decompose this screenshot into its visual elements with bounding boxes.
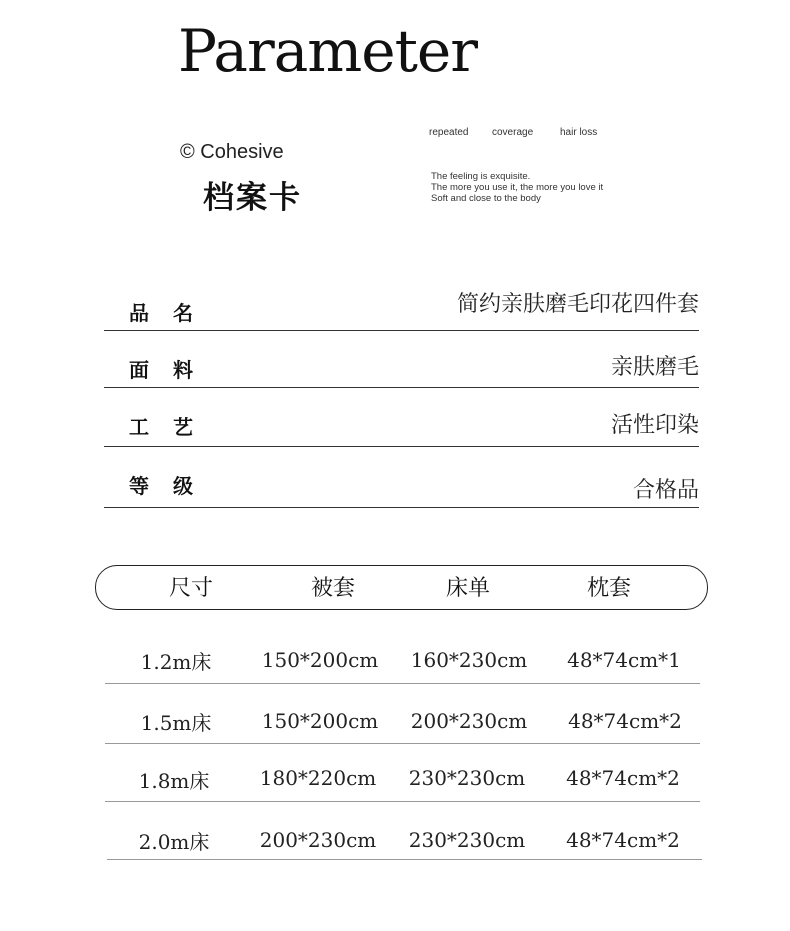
tag-hair-loss: hair loss xyxy=(560,127,598,138)
tag-coverage: coverage xyxy=(492,127,534,138)
tag-repeated: repeated xyxy=(429,127,469,138)
size-cell: 2.0m床 xyxy=(138,830,210,854)
size-cell: 230*230cm xyxy=(408,828,526,852)
brand-name: © Cohesive xyxy=(180,141,284,163)
table-row-divider xyxy=(107,858,702,860)
slogan-line: The feeling is exquisite. xyxy=(431,171,531,182)
size-cell: 1.2m床 xyxy=(140,650,212,674)
size-cell: 180*220cm xyxy=(259,766,377,790)
header-duvet-cover: 被套 xyxy=(310,576,356,601)
param-label: 品名 xyxy=(129,301,217,325)
size-cell: 48*74cm*2 xyxy=(566,828,680,852)
header-pillowcase: 枕套 xyxy=(586,576,632,601)
size-cell: 150*200cm xyxy=(261,648,379,672)
slogan xyxy=(431,171,603,204)
param-value: 亲肤磨毛 xyxy=(610,355,699,380)
table-row-divider xyxy=(105,800,700,802)
size-cell: 230*230cm xyxy=(408,766,526,790)
size-cell: 48*74cm*2 xyxy=(568,709,682,733)
param-row-fabric xyxy=(104,330,699,388)
param-label: 等级 xyxy=(129,474,217,498)
size-cell: 48*74cm*1 xyxy=(567,648,681,672)
size-cell: 1.5m床 xyxy=(140,711,212,735)
param-value: 简约亲肤磨毛印花四件套 xyxy=(456,292,699,317)
size-table-header xyxy=(95,565,708,610)
size-cell: 150*200cm xyxy=(261,709,379,733)
param-label: 面料 xyxy=(129,358,217,382)
size-cell: 200*230cm xyxy=(410,709,528,733)
param-row-process xyxy=(104,387,699,447)
size-cell: 200*230cm xyxy=(259,828,377,852)
table-row-divider xyxy=(105,742,700,744)
table-row-divider xyxy=(105,682,700,684)
param-row-grade xyxy=(104,446,699,508)
header-size: 尺寸 xyxy=(168,576,214,601)
slogan-line: Soft and close to the body xyxy=(431,193,541,204)
header-bed-sheet: 床单 xyxy=(445,576,491,601)
slogan-line: The more you use it, the more you love it xyxy=(431,182,604,193)
card-title: 档案卡 xyxy=(203,180,302,216)
param-value: 活性印染 xyxy=(610,413,699,438)
param-label: 工艺 xyxy=(129,415,217,439)
param-row-name xyxy=(104,280,699,331)
size-cell: 160*230cm xyxy=(410,648,528,672)
size-cell: 1.8m床 xyxy=(138,769,210,793)
size-cell: 48*74cm*2 xyxy=(566,766,680,790)
param-value: 合格品 xyxy=(632,478,699,503)
page-title: Parameter xyxy=(178,17,477,85)
